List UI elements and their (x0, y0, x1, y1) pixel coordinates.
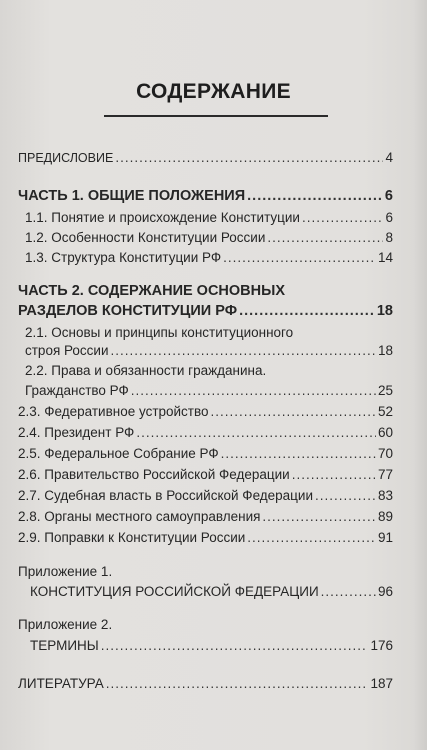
toc-leader-dots (262, 509, 376, 525)
toc-leader-dots (292, 467, 376, 483)
toc-page-number: 4 (385, 150, 393, 165)
toc-leader-dots (221, 446, 376, 462)
toc-page-number: 18 (377, 343, 393, 358)
toc-leader-dots (267, 230, 383, 246)
toc-leader-dots (302, 210, 383, 226)
toc-label: 2.3. Федеративное устройство (18, 404, 209, 419)
toc-entry-2-3 (18, 404, 393, 420)
toc-leader-dots (131, 383, 376, 399)
toc-leader-dots (239, 303, 375, 319)
toc-label: ЧАСТЬ 1. ОБЩИЕ ПОЛОЖЕНИЯ (18, 188, 246, 204)
toc-entry-part1 (18, 188, 393, 204)
page-edge-shadow (413, 0, 427, 750)
toc-entry-2-9 (18, 530, 393, 546)
appendix-1-heading: Приложение 1. (18, 564, 113, 579)
toc-label: 1.2. Особенности Конституции России (25, 230, 266, 245)
toc-label: 2.5. Федеральное Собрание РФ (18, 446, 219, 461)
title-underline (104, 115, 328, 117)
toc-leader-dots (211, 404, 376, 420)
toc-page-number: 6 (385, 210, 393, 225)
toc-entry-literature (18, 676, 393, 692)
toc-entry-2-4 (18, 425, 393, 441)
toc-entry-part2 (18, 303, 393, 319)
toc-label: строя России (25, 343, 109, 358)
toc-leader-dots (101, 638, 369, 654)
toc-label: 2.8. Органы местного самоуправления (18, 509, 261, 524)
toc-entry-2-6 (18, 467, 393, 483)
toc-page-number: 91 (377, 530, 393, 545)
toc-entry-2-1 (25, 343, 393, 359)
toc-label: 1.1. Понятие и происхождение Конституции (25, 210, 300, 225)
toc-entry-2-1-line1: 2.1. Основы и принципы конституционного (25, 325, 294, 340)
toc-page-number: 25 (377, 383, 393, 398)
toc-label: Гражданство РФ (25, 383, 129, 398)
toc-leader-dots (115, 150, 383, 166)
toc-page-number: 8 (385, 230, 393, 245)
toc-page-number: 83 (377, 488, 393, 503)
toc-leader-dots (223, 250, 376, 266)
appendix-2-heading: Приложение 2. (18, 617, 113, 632)
toc-label: 2.4. Президент РФ (18, 425, 135, 440)
toc-entry-preface (18, 150, 393, 166)
toc-leader-dots (136, 425, 376, 441)
toc-label: ПРЕДИСЛОВИЕ (18, 151, 114, 165)
toc-label: 2.9. Поправки к Конституции России (18, 530, 246, 545)
toc-label: КОНСТИТУЦИЯ РОССИЙСКОЙ ФЕДЕРАЦИИ (30, 584, 319, 599)
toc-leader-dots (111, 343, 376, 359)
toc-page-number: 89 (377, 509, 393, 524)
toc-page-number: 176 (370, 638, 393, 653)
toc-entry-2-2-line1: 2.2. Права и обязанности гражданина. (25, 363, 267, 378)
toc-page-number: 14 (377, 250, 393, 265)
toc-entry-2-5 (18, 446, 393, 462)
toc-leader-dots (247, 188, 383, 204)
toc-entry-1-2 (25, 230, 393, 246)
toc-leader-dots (247, 530, 376, 546)
toc-entry-1-3 (25, 250, 393, 266)
toc-page-number: 18 (376, 303, 393, 319)
toc-label: 1.3. Структура Конституции РФ (25, 250, 222, 265)
toc-leader-dots (321, 584, 376, 600)
toc-entry-1-1 (25, 210, 393, 226)
toc-entry-appendix-1 (30, 584, 393, 600)
toc-label: РАЗДЕЛОВ КОНСТИТУЦИИ РФ (18, 303, 238, 319)
toc-label: 2.6. Правительство Российской Федерации (18, 467, 290, 482)
toc-entry-2-2 (25, 383, 393, 399)
toc-page-number: 77 (377, 467, 393, 482)
toc-entry-2-7 (18, 488, 393, 504)
toc-page-number: 60 (377, 425, 393, 440)
toc-label: ТЕРМИНЫ (30, 638, 99, 653)
toc-entry-2-8 (18, 509, 393, 525)
toc-label: ЛИТЕРАТУРА (18, 676, 104, 691)
toc-page-number: 70 (377, 446, 393, 461)
page-title: СОДЕРЖАНИЕ (136, 80, 291, 103)
toc-entry-part2-line1: ЧАСТЬ 2. СОДЕРЖАНИЕ ОСНОВНЫХ (18, 283, 285, 299)
toc-leader-dots (106, 676, 369, 692)
toc-page-number: 52 (377, 404, 393, 419)
toc-label: 2.7. Судебная власть в Российской Федерации (18, 488, 313, 503)
toc-page-number: 187 (370, 676, 393, 691)
toc-page-number: 96 (377, 584, 393, 599)
toc-entry-appendix-2 (30, 638, 393, 654)
toc-page-number: 6 (384, 188, 393, 204)
toc-leader-dots (315, 488, 376, 504)
